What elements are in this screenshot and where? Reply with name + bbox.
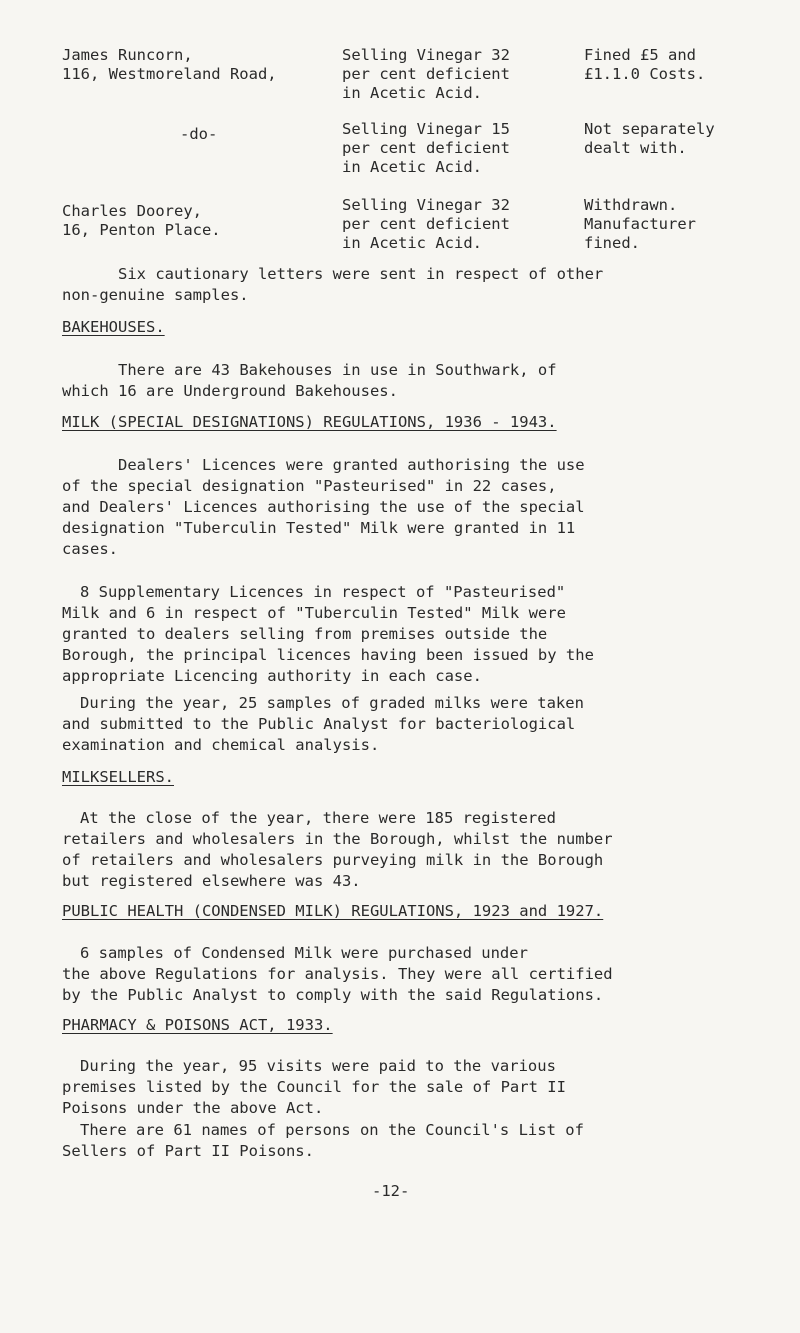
poisons-list-paragraph: There are 61 names of persons on the Council's List of Sellers of Part II Poisons. [62,1121,584,1160]
pharmacy-poisons-heading: PHARMACY & POISONS ACT, 1933. [62,1016,333,1034]
condensed-milk-paragraph: 6 samples of Condensed Milk were purchased under the above Regulations for analysis. They were all certified by the Public Analyst to comply with the said Regulations. [62,944,613,1004]
page-number: -12- [372,1182,410,1200]
milksellers-heading: MILKSELLERS. [62,768,174,786]
result-cell: Fined £5 and £1.1.0 Costs. [584,46,706,83]
document-page: James Runcorn, 116, Westmoreland Road, Selling Vinegar 32 per cent deficient in Acetic Acid. Fined £5 and £1.1.0 Costs. -do- Selling Vinegar 15 per cent deficient in Acetic Acid. Not separately dealt with. Charles Doorey, 16, Penton Place. Selling Vinegar 32 per cent deficient in Acetic Acid. Withdrawn. Manufacturer fined. Six cautionary letters were sent in respect of other non-genuine samples. BAKEHOUSES. There are 43 Bakehouses in use in Southwark, of which 16 are Underground Bakehouses. MILK (SPECIAL DESIGNATIONS) REGULATIONS, 1936 - 1943. Dealers' Licences were granted authorising the use of the special designation "Pasteurised" in 22 cases, and Dealers' Licences authorising the use of the special designation "Tuberculin Tested" Milk were granted in 11 cases. 8 Supplementary Licences in respect of "Pasteurised" Milk and 6 in respect of "Tuberculin Tested" Milk were granted to dealers selling from premises outside the Borough, the principal licences having been issued by the appropriate Licencing authority in each case. During the year, 25 samples of graded milks were taken and submitted to the Public Analyst for bacteriological examination and chemical analysis. MILKSELLERS. At the close of the year, there were 185 registered retailers and wholesalers in the Borough, whilst the number of retailers and wholesalers purveying milk in the Borough but registered elsewhere was 43. PUBLIC HEALTH (CONDENSED MILK) REGULATIONS, 1923 and 1927. 6 samples of Condensed Milk were purchased under the above Regulations for analysis. They were all certified by the Public Analyst to comply with the said Regulations. PHARMACY & POISONS ACT, 1933. During the year, 95 visits were paid to the various premises listed by the Council for the sale of Part II Poisons under the above Act. There are 61 names of persons on the Council's List of Sellers of Part II Poisons. -12- [0,0,800,1333]
result-cell: Withdrawn. Manufacturer fined. [584,196,696,252]
graded-milk-samples-paragraph: During the year, 25 samples of graded milks were taken and submitted to the Public Analyst for bacteriological examination and chemical analysis. [62,694,584,754]
condensed-milk-heading: PUBLIC HEALTH (CONDENSED MILK) REGULATIONS, 1923 and 1927. [62,902,604,920]
offender-name-cell: James Runcorn, 116, Westmoreland Road, [62,46,277,83]
offender-name-cell: Charles Doorey, 16, Penton Place. [62,202,221,239]
offence-cell: Selling Vinegar 32 per cent deficient in Acetic Acid. [342,46,510,102]
result-cell: Not separately dealt with. [584,120,715,157]
licences-paragraph: Dealers' Licences were granted authorising the use of the special designation "Pasteurised" in 22 cases, and Dealers' Licences authorising the use of the special designation "Tuberculin Tested" Milk were granted in 11 cases. [62,456,585,558]
milksellers-paragraph: At the close of the year, there were 185 registered retailers and wholesalers in the Borough, whilst the number of retailers and wholesalers purveying milk in the Borough but registered elsewhere was 43. [62,809,613,890]
supplementary-licences-paragraph: 8 Supplementary Licences in respect of "Pasteurised" Milk and 6 in respect of "Tuberculin Tested" Milk were granted to dealers selling from premises outside the Borough, the principal licences having been issued by the appropriate Licencing authority in each case. [62,583,594,685]
bakehouses-heading: BAKEHOUSES. [62,318,165,336]
pharmacy-visits-paragraph: During the year, 95 visits were paid to the various premises listed by the Council for the sale of Part II Poisons under the above Act. [62,1057,566,1117]
cautionary-letters-paragraph: Six cautionary letters were sent in respect of other non-genuine samples. [62,265,604,304]
bakehouses-paragraph: There are 43 Bakehouses in use in Southwark, of which 16 are Underground Bakehouses. [62,361,557,400]
offence-cell: Selling Vinegar 32 per cent deficient in Acetic Acid. [342,196,510,252]
offence-cell: Selling Vinegar 15 per cent deficient in Acetic Acid. [342,120,510,176]
milk-special-designations-heading: MILK (SPECIAL DESIGNATIONS) REGULATIONS, 1936 - 1943. [62,413,557,431]
